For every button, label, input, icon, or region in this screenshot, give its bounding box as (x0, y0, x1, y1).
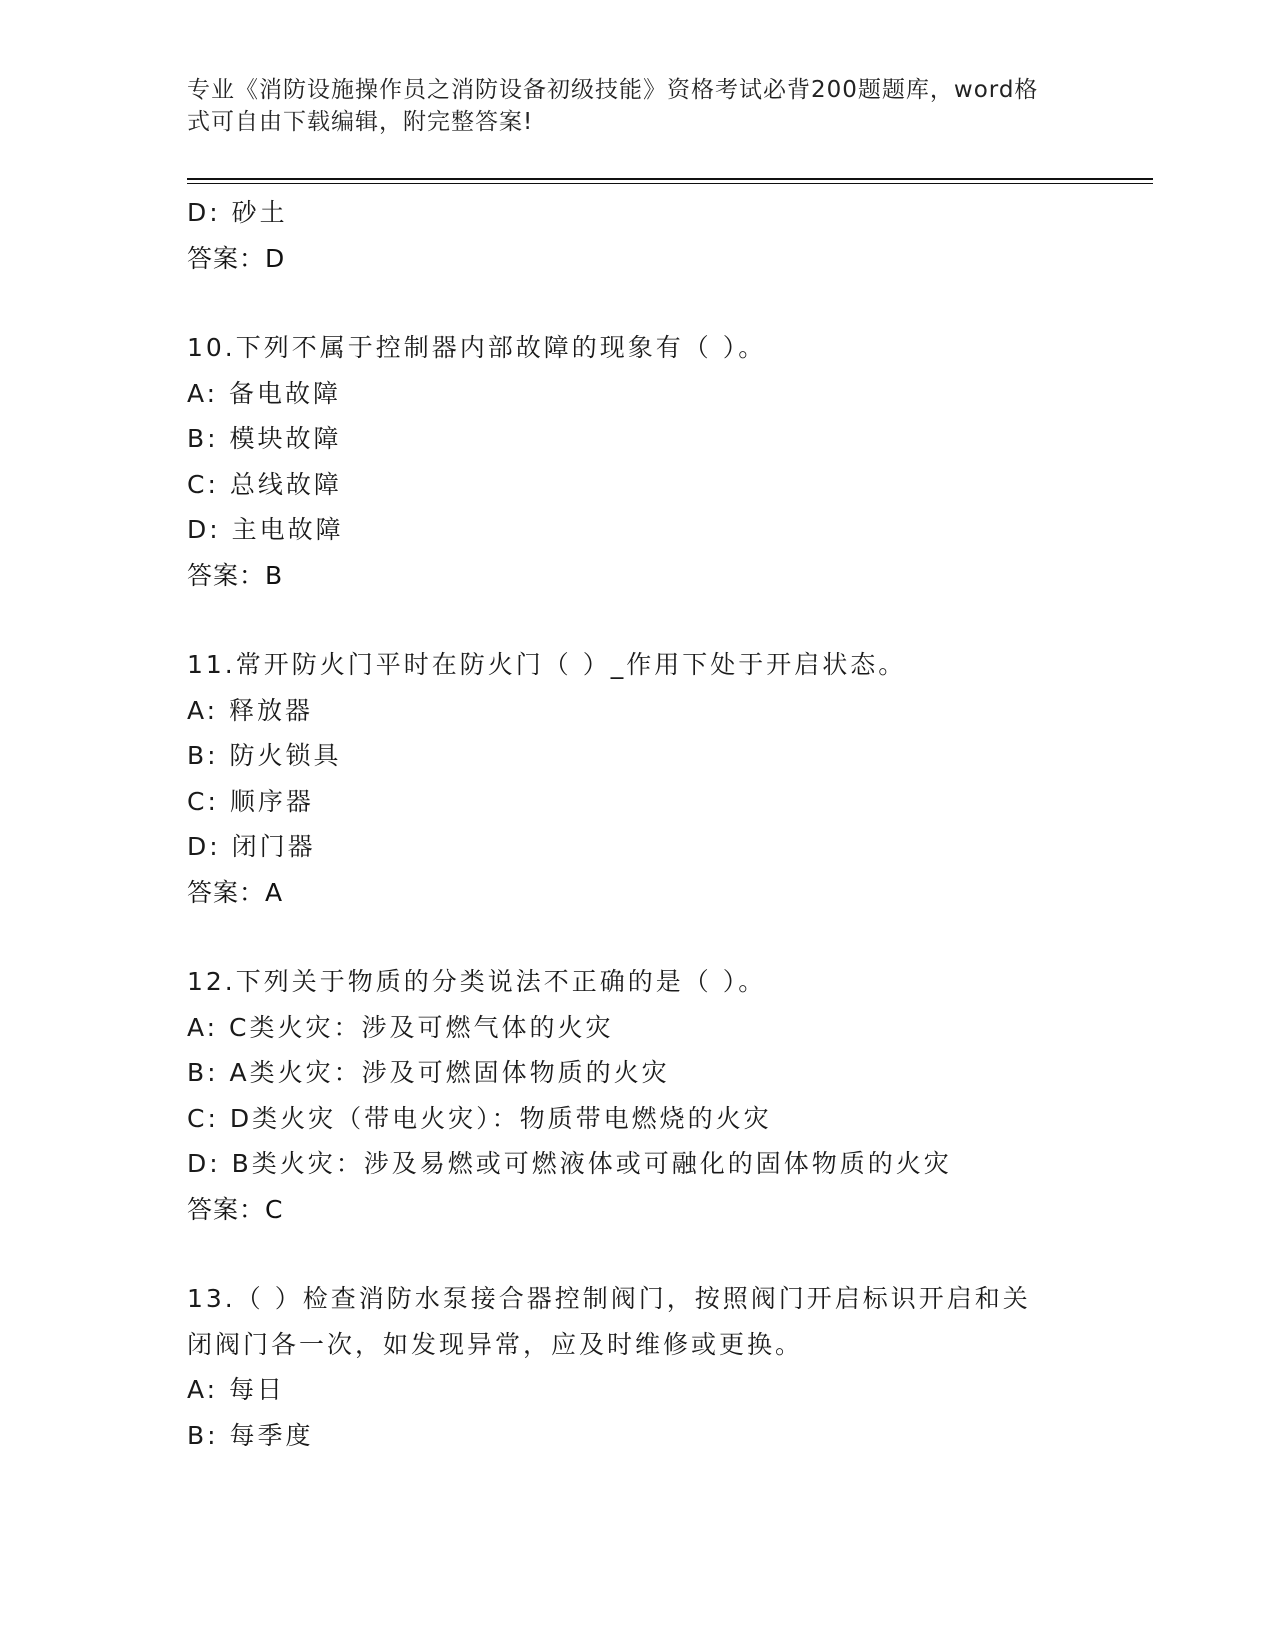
question-13 (187, 1276, 1137, 1458)
option-b: B: 每季度 (187, 1420, 314, 1450)
answer-label: 答案：D (187, 243, 286, 273)
question-stem: 12.下列关于物质的分类说法不正确的是（ ）。 (187, 967, 767, 996)
option-d: D: 砂土 (187, 198, 288, 227)
option-c: C: 顺序器 (187, 786, 314, 816)
question-list (187, 190, 1137, 1458)
option-c: C: D类火灾（带电火灾）：物质带电燃烧的火灾 (187, 1103, 772, 1133)
header-line-2: 式可自由下载编辑，附完整答案! (187, 109, 534, 135)
option-b: B: A类火灾：涉及可燃固体物质的火灾 (187, 1058, 670, 1087)
option-d: D: B类火灾：涉及易燃或可燃液体或可融化的固体物质的火灾 (187, 1149, 952, 1178)
option-a: A: 释放器 (187, 695, 314, 725)
document-header (187, 74, 1067, 138)
option-b: B: 防火锁具 (187, 741, 342, 770)
question-stem-line-1: 13.（ ）检查消防水泵接合器控制阀门，按照阀门开启标识开启和关 (187, 1284, 1031, 1313)
header-divider-thin (187, 183, 1153, 184)
option-c: C: 总线故障 (187, 469, 342, 499)
question-stem-line-2: 闭阀门各一次，如发现异常，应及时维修或更换。 (187, 1329, 804, 1359)
option-a: A: 备电故障 (187, 378, 342, 408)
answer-label: 答案：A (187, 877, 284, 907)
option-b: B: 模块故障 (187, 424, 342, 453)
answer-label: 答案：B (187, 560, 284, 590)
header-line-1: 专业《消防设施操作员之消防设备初级技能》资格考试必背200题题库，word格 (187, 77, 1039, 103)
option-d: D: 主电故障 (187, 515, 344, 544)
option-a: A: 每日 (187, 1375, 286, 1404)
question-11 (187, 642, 1137, 915)
option-a: A: C类火灾：涉及可燃气体的火灾 (187, 1012, 614, 1042)
option-d: D: 闭门器 (187, 832, 316, 861)
question-12 (187, 959, 1137, 1232)
question-stem: 10.下列不属于控制器内部故障的现象有（ ）。 (187, 333, 767, 362)
question-10 (187, 325, 1137, 598)
header-divider-thick (187, 178, 1153, 180)
answer-label: 答案：C (187, 1194, 284, 1224)
question-stem: 11.常开防火门平时在防火门（ ）_作用下处于开启状态。 (187, 650, 907, 679)
